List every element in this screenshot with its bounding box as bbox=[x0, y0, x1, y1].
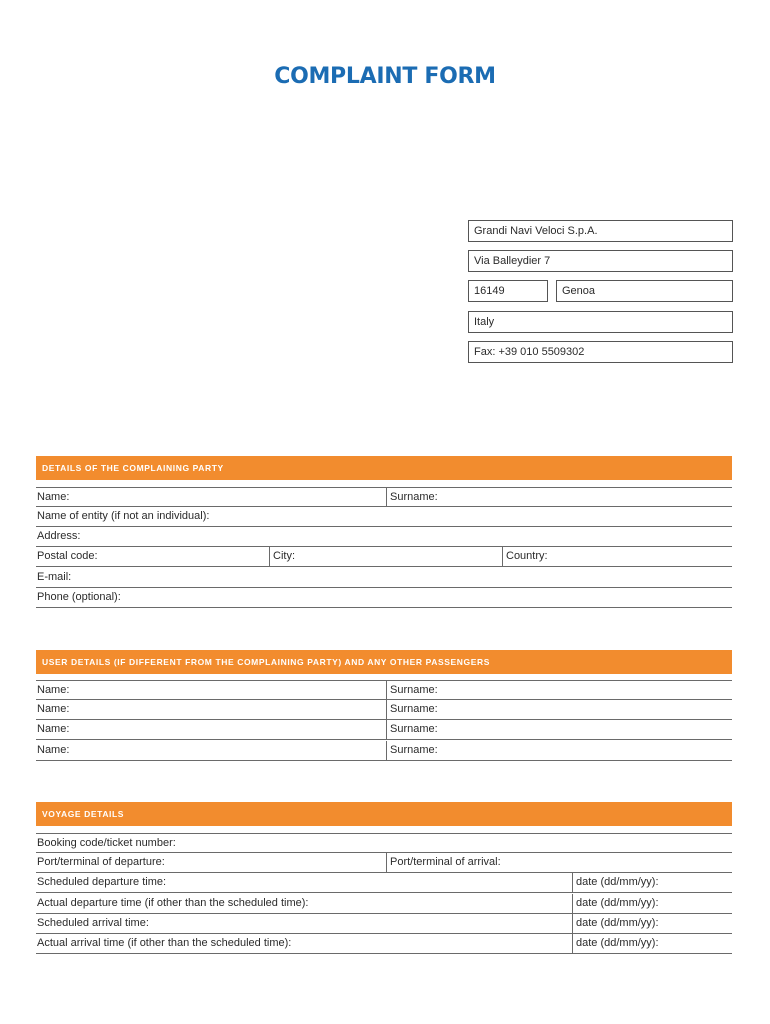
actual-arrival-label: Actual arrival time (if other than the scheduled time): bbox=[37, 937, 292, 949]
sched-arrival-field[interactable] bbox=[36, 914, 573, 933]
complaining-postal-label: Postal code: bbox=[37, 550, 98, 562]
actual-departure-field[interactable] bbox=[36, 894, 573, 913]
complaining-postal-field[interactable] bbox=[36, 547, 270, 566]
passenger-name-field[interactable] bbox=[36, 720, 387, 739]
complaining-entity-row[interactable] bbox=[36, 507, 732, 527]
sched-arrival-label: Scheduled arrival time: bbox=[37, 917, 149, 929]
recipient-city: Genoa bbox=[562, 285, 596, 297]
date-label: date (dd/mm/yy): bbox=[576, 897, 659, 909]
complaining-address-row[interactable] bbox=[36, 527, 732, 547]
complaining-email-label: E-mail: bbox=[37, 571, 72, 583]
passenger-row bbox=[36, 680, 732, 700]
booking-label: Booking code/ticket number: bbox=[37, 837, 176, 849]
booking-row[interactable] bbox=[36, 833, 732, 853]
complaining-city-field[interactable] bbox=[269, 547, 503, 566]
section-complaining-party-header: DETAILS OF THE COMPLAINING PARTY bbox=[36, 456, 732, 480]
recipient-company: Grandi Navi Veloci S.p.A. bbox=[474, 225, 598, 237]
complaining-entity-label: Name of entity (if not an individual): bbox=[37, 510, 210, 522]
page-title: COMPLAINT FORM bbox=[274, 64, 496, 89]
date-label: date (dd/mm/yy): bbox=[576, 876, 659, 888]
port-departure-label: Port/terminal of departure: bbox=[37, 856, 165, 868]
passenger-surname-field[interactable] bbox=[386, 720, 732, 739]
passenger-row bbox=[36, 741, 732, 761]
section-voyage-header: VOYAGE DETAILS bbox=[36, 802, 732, 826]
complaining-country-field[interactable] bbox=[502, 547, 732, 566]
complaining-surname-field[interactable] bbox=[386, 488, 732, 507]
passenger-name-label: Name: bbox=[37, 723, 70, 735]
recipient-city-field[interactable] bbox=[556, 280, 733, 302]
recipient-street-field[interactable] bbox=[468, 250, 733, 272]
port-arrival-field[interactable] bbox=[386, 853, 732, 872]
actual-departure-date-field[interactable] bbox=[572, 894, 732, 913]
passenger-name-label: Name: bbox=[37, 684, 70, 696]
actual-arrival-field[interactable] bbox=[36, 934, 573, 953]
complaining-city-label: City: bbox=[273, 550, 295, 562]
complaining-name-label: Name: bbox=[37, 491, 70, 503]
passenger-name-label: Name: bbox=[37, 744, 70, 756]
passenger-surname-label: Surname: bbox=[390, 684, 438, 696]
sched-departure-row bbox=[36, 873, 732, 893]
sched-departure-date-field[interactable] bbox=[572, 873, 732, 892]
passenger-name-field[interactable] bbox=[36, 741, 387, 760]
passenger-surname-label: Surname: bbox=[390, 723, 438, 735]
complaining-phone-label: Phone (optional): bbox=[37, 591, 121, 603]
port-arrival-label: Port/terminal of arrival: bbox=[390, 856, 501, 868]
complaining-email-row[interactable] bbox=[36, 568, 732, 588]
complaining-name-row bbox=[36, 487, 732, 507]
passenger-surname-label: Surname: bbox=[390, 703, 438, 715]
passenger-surname-field[interactable] bbox=[386, 681, 732, 700]
date-label: date (dd/mm/yy): bbox=[576, 937, 659, 949]
passenger-name-field[interactable] bbox=[36, 681, 387, 700]
actual-arrival-row bbox=[36, 934, 732, 954]
passenger-surname-field[interactable] bbox=[386, 741, 732, 760]
passenger-name-label: Name: bbox=[37, 703, 70, 715]
recipient-street: Via Balleydier 7 bbox=[474, 255, 551, 267]
actual-departure-label: Actual departure time (if other than the scheduled time): bbox=[37, 897, 309, 909]
recipient-postcode-field[interactable] bbox=[468, 280, 548, 302]
complaining-postal-row bbox=[36, 547, 732, 567]
passenger-surname-label: Surname: bbox=[390, 744, 438, 756]
actual-departure-row bbox=[36, 894, 732, 914]
recipient-country-field[interactable] bbox=[468, 311, 733, 333]
passenger-name-field[interactable] bbox=[36, 700, 387, 719]
ports-row bbox=[36, 853, 732, 873]
complaining-address-label: Address: bbox=[37, 530, 81, 542]
recipient-country: Italy bbox=[474, 316, 495, 328]
sched-departure-label: Scheduled departure time: bbox=[37, 876, 167, 888]
complaining-surname-label: Surname: bbox=[390, 491, 438, 503]
passenger-row bbox=[36, 720, 732, 740]
actual-arrival-date-field[interactable] bbox=[572, 934, 732, 953]
passenger-surname-field[interactable] bbox=[386, 700, 732, 719]
recipient-postcode: 16149 bbox=[474, 285, 505, 297]
recipient-company-field[interactable] bbox=[468, 220, 733, 242]
date-label: date (dd/mm/yy): bbox=[576, 917, 659, 929]
complaining-country-label: Country: bbox=[506, 550, 548, 562]
section-user-details-header: USER DETAILS (IF DIFFERENT FROM THE COMPLAINING PARTY) AND ANY OTHER PASSENGERS bbox=[36, 650, 732, 674]
passenger-row bbox=[36, 700, 732, 720]
recipient-fax-field[interactable] bbox=[468, 341, 733, 363]
port-departure-field[interactable] bbox=[36, 853, 387, 872]
recipient-fax: Fax: +39 010 5509302 bbox=[474, 346, 585, 358]
sched-departure-field[interactable] bbox=[36, 873, 573, 892]
complaining-name-field[interactable] bbox=[36, 488, 387, 507]
complaining-phone-row[interactable] bbox=[36, 588, 732, 608]
sched-arrival-date-field[interactable] bbox=[572, 914, 732, 933]
sched-arrival-row bbox=[36, 914, 732, 934]
